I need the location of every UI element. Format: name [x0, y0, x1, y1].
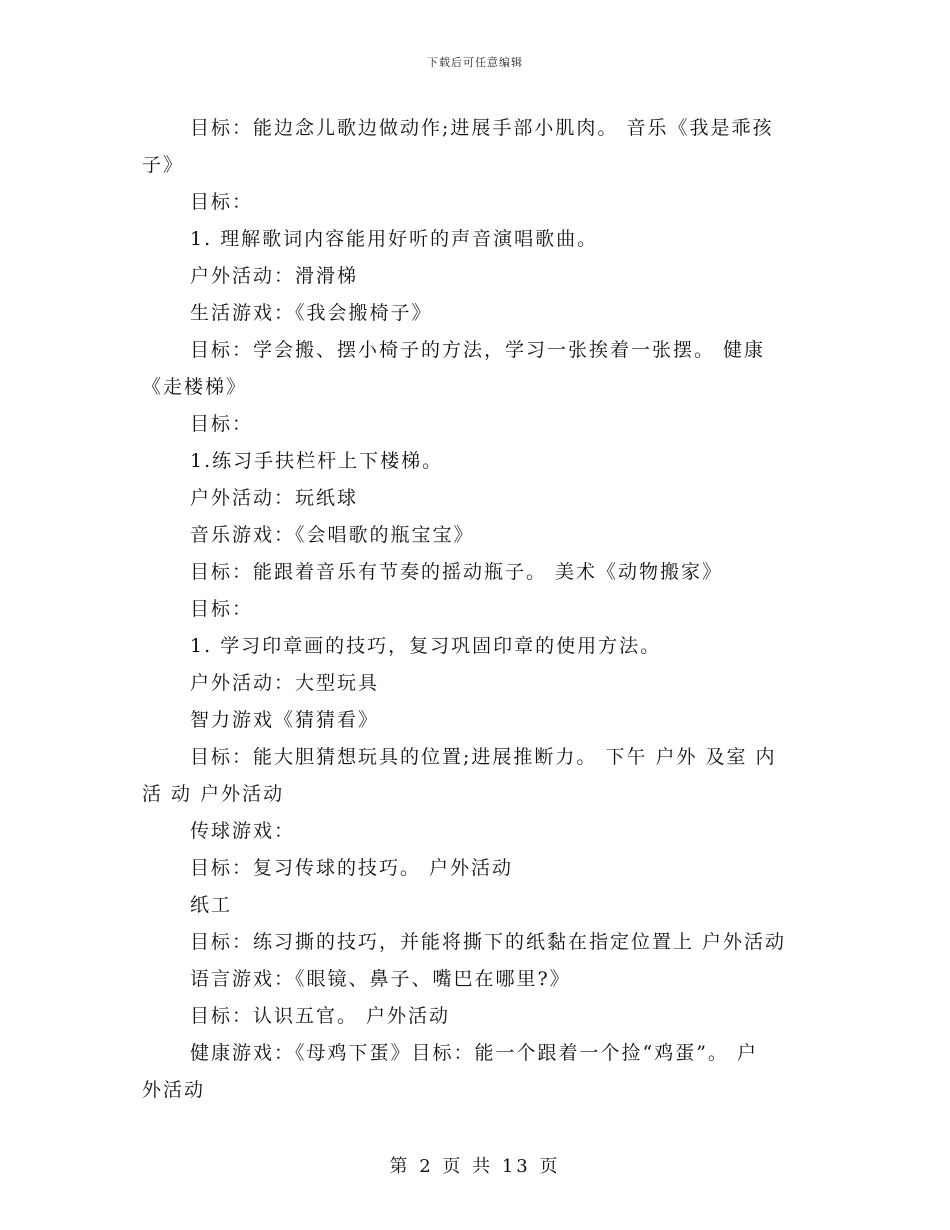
text-line: 目标：练习撕的技巧，并能将撕下的纸黏在指定位置上 户外活动	[190, 931, 787, 953]
text-line: 1.练习手扶栏杆上下楼梯。	[190, 450, 444, 472]
text-line: 目标：能跟着音乐有节奏的摇动瓶子。 美术《动物搬家》	[190, 561, 724, 583]
text-line: 目标：	[190, 413, 254, 435]
text-line: 语言游戏：《眼镜、鼻子、嘴巴在哪里?》	[190, 968, 571, 990]
page-footer: 第 2 页 共 13 页	[389, 1156, 561, 1177]
text-line: 户外活动：滑滑梯	[190, 265, 359, 287]
text-line: 1. 学习印章画的技巧，复习巩固印章的使用方法。	[190, 635, 662, 657]
text-line: 《走楼梯》	[142, 376, 248, 398]
text-line: 目标：	[190, 598, 254, 620]
text-line: 纸工	[190, 894, 233, 916]
text-line: 外活动	[142, 1079, 206, 1101]
text-line: 活 动 户外活动	[142, 783, 285, 805]
document-body	[142, 110, 812, 1109]
text-line: 子》	[142, 154, 185, 176]
text-line: 健康游戏：《母鸡下蛋》目标：能一个跟着一个捡“鸡蛋”。 户	[190, 1042, 758, 1064]
text-line: 户外活动：玩纸球	[190, 487, 359, 509]
text-line: 目标：	[190, 191, 254, 213]
page-header: 下载后可任意编辑	[427, 56, 523, 69]
text-line: 传球游戏：	[190, 820, 296, 842]
text-line: 目标：能大胆猜想玩具的位置;进展推断力。 下午 户外 及室 内	[190, 746, 777, 768]
text-line: 目标：能边念儿歌边做动作;进展手部小肌肉。 音乐《我是乖孩	[190, 117, 774, 139]
text-line: 目标：复习传球的技巧。 户外活动	[190, 857, 514, 879]
text-line: 智力游戏《猜猜看》	[190, 709, 380, 731]
text-line: 音乐游戏：《会唱歌的瓶宝宝》	[190, 524, 475, 546]
text-line: 目标：学会搬、摆小椅子的方法，学习一张挨着一张摆。 健康	[190, 339, 766, 361]
text-line: 户外活动：大型玩具	[190, 672, 380, 694]
text-line: 生活游戏：《我会搬椅子》	[190, 302, 433, 324]
text-line: 1. 理解歌词内容能用好听的声音演唱歌曲。	[190, 228, 599, 250]
text-line: 目标：认识五官。 户外活动	[190, 1005, 451, 1027]
